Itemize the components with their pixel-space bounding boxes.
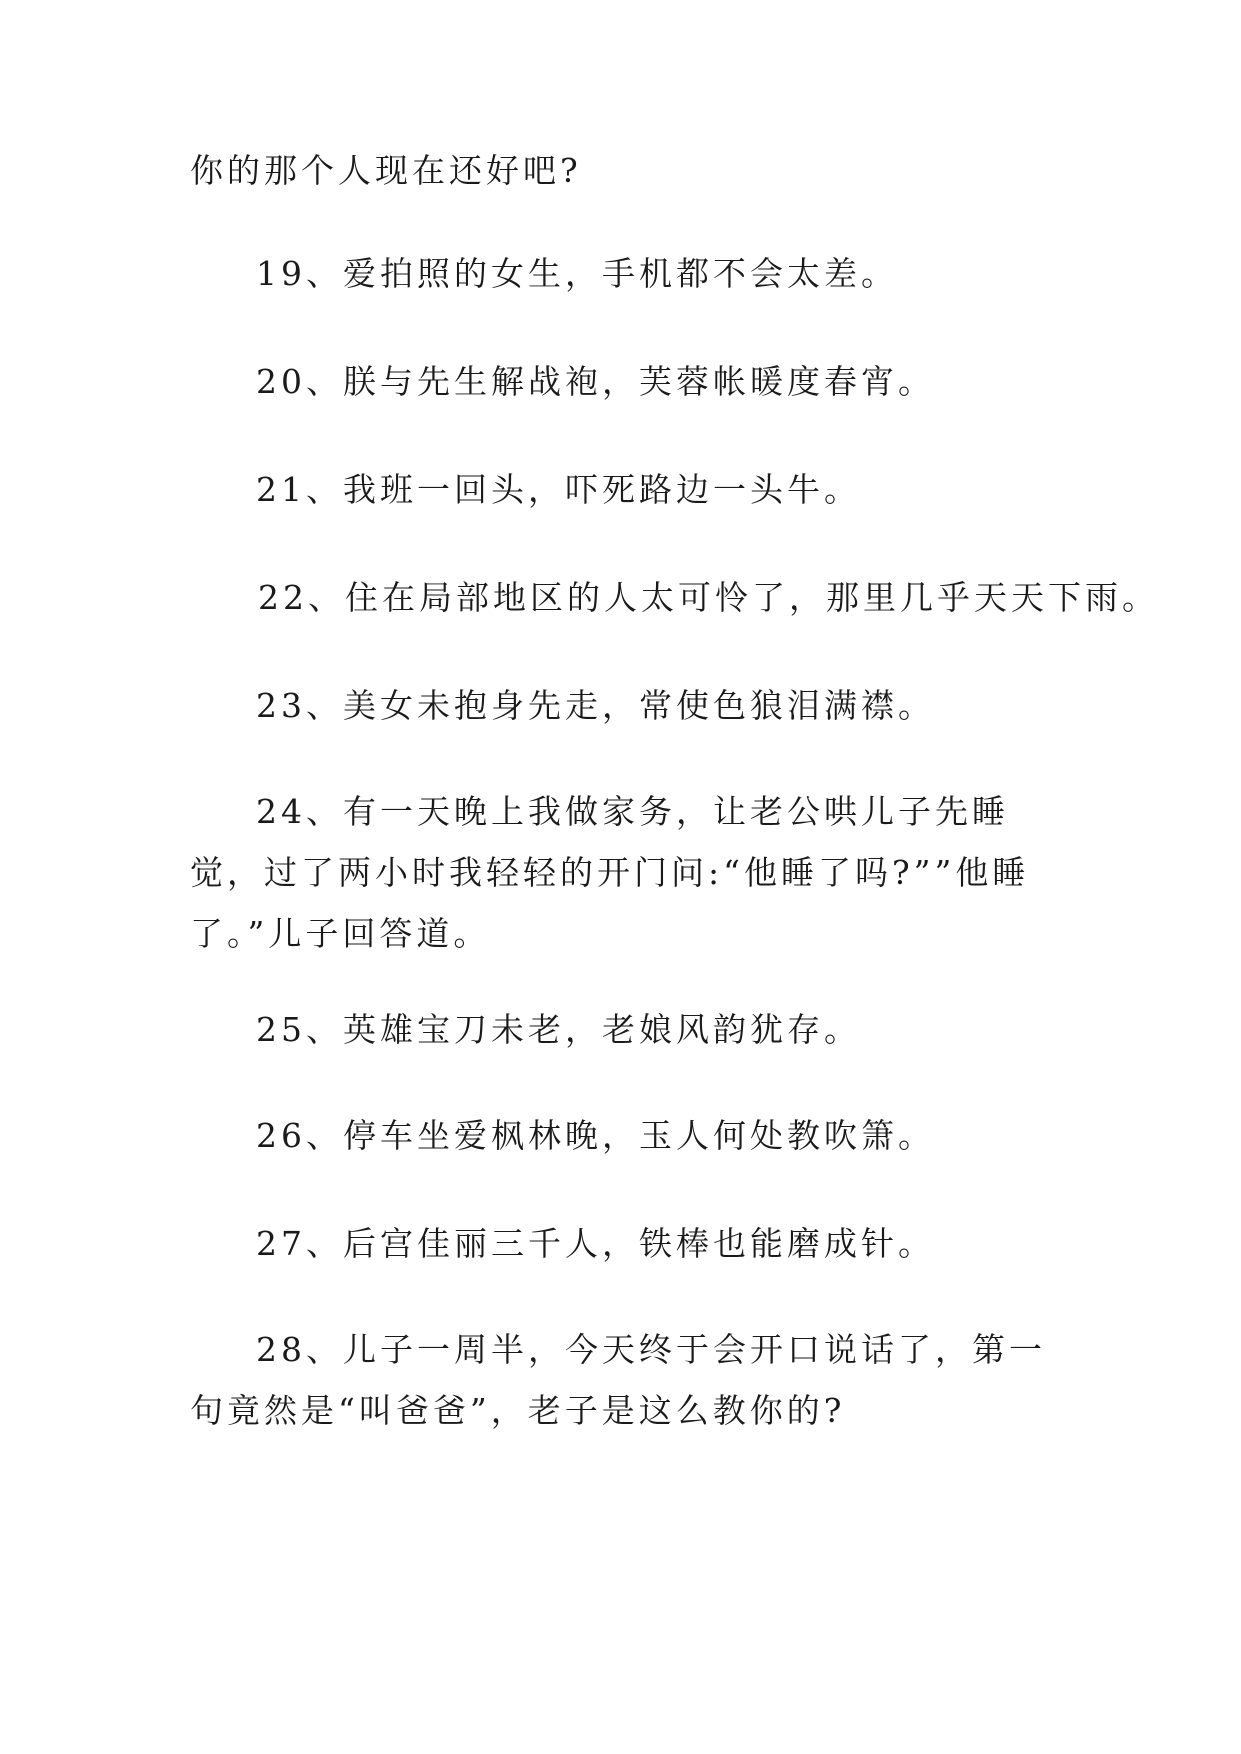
- paragraph-28: 28、儿子一周半，今天终于会开口说话了，第一句竟然是“叫爸爸”，老子是这么教你的?: [190, 1330, 1046, 1430]
- paragraph-27: 27、后宫佳丽三千人，铁棒也能磨成针。: [256, 1224, 935, 1263]
- paragraph-24: 24、有一天晚上我做家务，让老公哄儿子先睡觉，过了两小时我轻轻的开门问:“他睡了吗?””他睡了。”儿子回答道。: [190, 792, 1030, 953]
- paragraph-26: 26、停车坐爱枫林晚，玉人何处教吹箫。: [256, 1116, 935, 1155]
- paragraph-continuation: 你的那个人现在还好吧?: [190, 151, 582, 190]
- paragraph-25: 25、英雄宝刀未老，老娘风韵犹存。: [256, 1010, 861, 1049]
- paragraph-23: 23、美女未抱身先走，常使色狼泪满襟。: [256, 686, 935, 725]
- paragraph-20: 20、朕与先生解战袍，芙蓉帐暖度春宵。: [256, 362, 935, 401]
- paragraph-19: 19、爱拍照的女生，手机都不会太差。: [256, 254, 898, 293]
- paragraph-21: 21、我班一回头，吓死路边一头牛。: [256, 470, 861, 509]
- paragraph-22: 22、住在局部地区的人太可怜了，那里几乎天天下雨。: [258, 578, 1159, 617]
